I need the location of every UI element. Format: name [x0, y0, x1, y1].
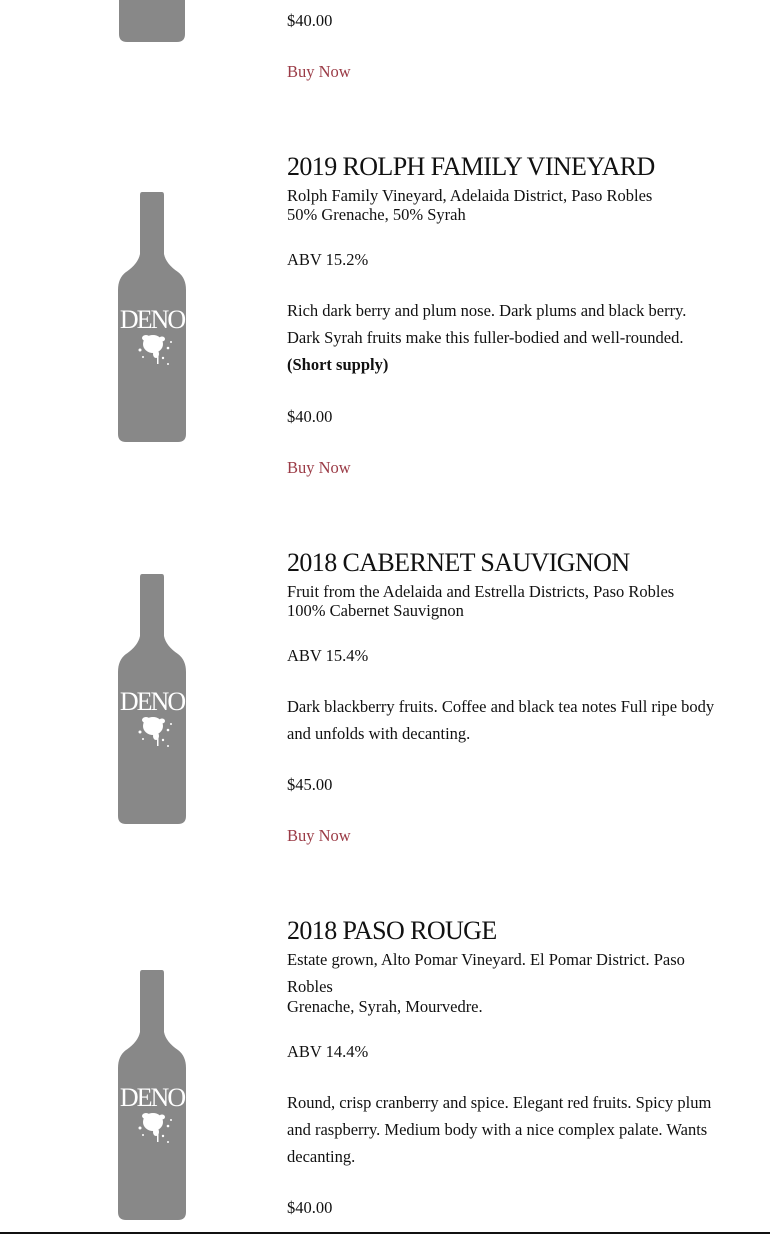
wine-origin: Estate grown, Alto Pomar Vineyard. El Pomar District. Paso Robles — [287, 950, 685, 996]
wine-description: Round, crisp cranberry and spice. Elegant red fruits. Spicy plum and raspberry. Medium body with a nice complex palate. Wants decanting. — [287, 1093, 712, 1166]
wine-abv: ABV 15.4% — [287, 646, 369, 665]
buy-now-link[interactable]: Buy Now — [287, 458, 351, 477]
wine-abv: ABV 15.2% — [287, 250, 369, 269]
wine-title: 2019 ROLPH FAMILY VINEYARD — [287, 152, 655, 181]
buy-now-link[interactable]: Buy Now — [287, 826, 351, 845]
wine-supply-note: (Short supply) — [287, 355, 389, 374]
wine-bottle-image — [118, 0, 186, 42]
wine-title: 2018 CABERNET SAUVIGNON — [287, 548, 630, 577]
wine-origin: Fruit from the Adelaida and Estrella Districts, Paso Robles — [287, 582, 675, 601]
wine-bottle-image — [118, 192, 186, 442]
wine-title: 2018 PASO ROUGE — [287, 916, 497, 945]
wine-price: $40.00 — [287, 11, 333, 30]
wine-bottle-image — [118, 574, 186, 824]
wine-varietals: Grenache, Syrah, Mourvedre. — [287, 997, 483, 1016]
wine-varietals: 50% Grenache, 50% Syrah — [287, 205, 466, 224]
bottle-brand-label: DENO — [119, 1083, 185, 1112]
buy-now-link[interactable]: Buy Now — [287, 62, 351, 81]
wine-description: Dark blackberry fruits. Coffee and black tea notes Full ripe body and unfolds with decanting. — [287, 697, 715, 743]
wine-price: $40.00 — [287, 1198, 333, 1217]
bottle-brand-label: DENO — [119, 687, 185, 716]
wine-bottle-image — [118, 970, 186, 1220]
wine-price: $45.00 — [287, 775, 333, 794]
bottle-brand-label: DENO — [119, 305, 185, 334]
wine-description: Rich dark berry and plum nose. Dark plums and black berry. Dark Syrah fruits make this fuller-bodied and well-rounded. — [287, 301, 687, 347]
wine-origin: Rolph Family Vineyard, Adelaida District, Paso Robles — [287, 186, 653, 205]
wine-abv: ABV 14.4% — [287, 1042, 369, 1061]
wine-price: $40.00 — [287, 407, 333, 426]
wine-varietals: 100% Cabernet Sauvignon — [287, 601, 464, 620]
